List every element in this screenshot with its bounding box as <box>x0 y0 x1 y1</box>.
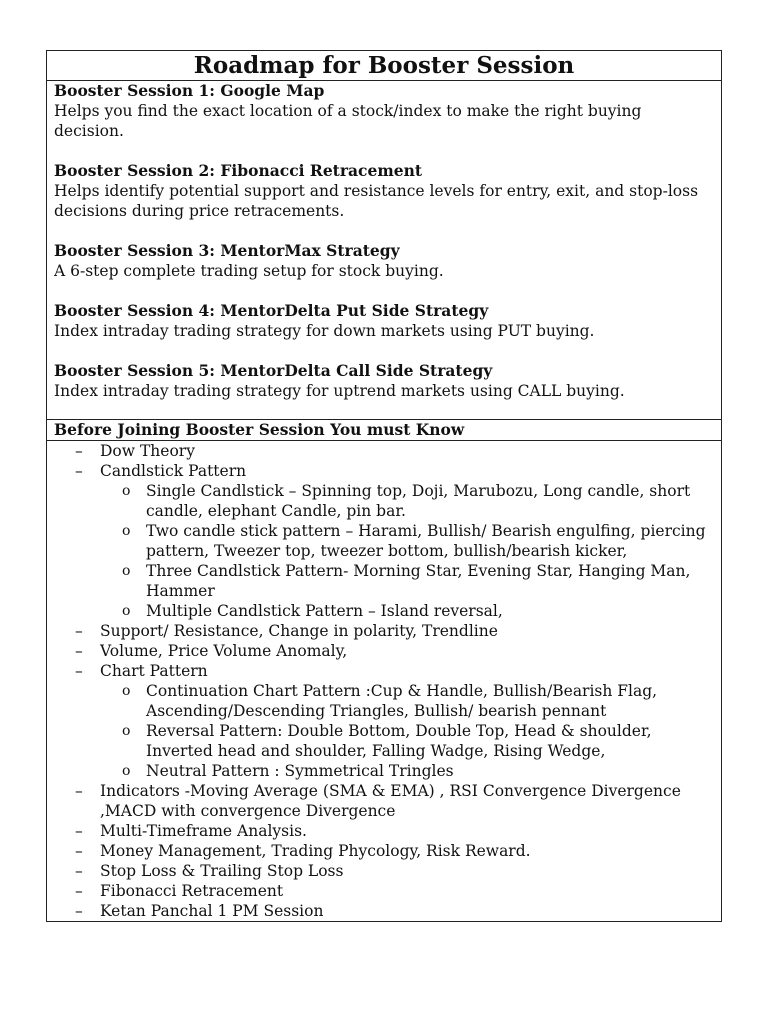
dash-bullet: – <box>75 662 83 680</box>
dash-bullet: – <box>75 902 83 920</box>
session-title: Booster Session 4: MentorDelta Put Side Strategy <box>54 301 489 320</box>
session-description: Index intraday trading strategy for down markets using PUT buying. <box>54 322 595 340</box>
session-description: A 6-step complete trading setup for stock buying. <box>54 262 444 280</box>
roadmap-table <box>46 50 722 922</box>
topic-label: Fibonacci Retracement <box>100 882 284 900</box>
topic-item <box>47 641 721 661</box>
session-description: Helps identify potential support and resistance levels for entry, exit, and stop-loss decisions during price retracements. <box>54 182 699 220</box>
circle-bullet: o <box>122 683 131 699</box>
subtopic-item <box>100 561 713 601</box>
page-title: Roadmap for Booster Session <box>193 52 575 79</box>
topic-label: Dow Theory <box>100 442 195 460</box>
topic-label: Money Management, Trading Phycology, Risk Reward. <box>100 842 531 860</box>
circle-bullet: o <box>122 603 131 619</box>
circle-bullet: o <box>122 483 131 499</box>
subtopic-item <box>100 601 713 621</box>
topic-item <box>47 441 721 461</box>
topic-label: Indicators -Moving Average (SMA & EMA) , RSI Convergence Divergence ,MACD with convergence Divergence <box>100 782 681 820</box>
circle-bullet: o <box>122 763 131 779</box>
circle-bullet: o <box>122 563 131 579</box>
subtopic-item <box>100 481 713 521</box>
must-know-heading: Before Joining Booster Session You must Know <box>47 419 721 440</box>
dash-bullet: – <box>75 622 83 640</box>
session-item <box>54 161 715 221</box>
subtopic-label: Neutral Pattern : Symmetrical Tringles <box>146 762 454 780</box>
topic-item <box>47 841 721 861</box>
dash-bullet: – <box>75 842 83 860</box>
topic-item <box>47 881 721 901</box>
dash-bullet: – <box>75 862 83 880</box>
session-title: Booster Session 3: MentorMax Strategy <box>54 241 400 260</box>
dash-bullet: – <box>75 462 83 480</box>
subtopic-label: Three Candlstick Pattern- Morning Star, Evening Star, Hanging Man, Hammer <box>146 562 691 600</box>
session-item <box>54 361 715 401</box>
session-item <box>54 241 715 281</box>
subtopic-list <box>100 481 713 621</box>
session-item <box>54 301 715 341</box>
circle-bullet: o <box>122 523 131 539</box>
topic-label: Stop Loss & Trailing Stop Loss <box>100 862 344 880</box>
session-title: Booster Session 2: Fibonacci Retracement <box>54 161 423 180</box>
subtopic-label: Reversal Pattern: Double Bottom, Double Top, Head & shoulder, Inverted head and shoulder, Falling Wadge, Rising Wedge, <box>146 722 652 760</box>
session-item <box>54 81 715 141</box>
topic-item <box>47 621 721 641</box>
topic-label: Candlstick Pattern <box>100 462 247 480</box>
session-description: Helps you find the exact location of a stock/index to make the right buying decision. <box>54 102 642 140</box>
subtopic-label: Multiple Candlstick Pattern – Island reversal, <box>146 602 503 620</box>
topic-label: Support/ Resistance, Change in polarity, Trendline <box>100 622 498 640</box>
must-know-section <box>47 440 721 921</box>
subtopic-item <box>100 681 713 721</box>
topic-label: Volume, Price Volume Anomaly, <box>100 642 348 660</box>
dash-bullet: – <box>75 882 83 900</box>
topic-label: Multi-Timeframe Analysis. <box>100 822 307 840</box>
subtopic-label: Two candle stick pattern – Harami, Bullish/ Bearish engulfing, piercing pattern, Tweezer top, tweezer bottom, bullish/bearish kicker, <box>146 522 706 560</box>
topic-item <box>47 781 721 821</box>
subtopic-list <box>100 681 713 781</box>
topic-item <box>47 661 721 781</box>
subtopic-item <box>100 521 713 561</box>
topic-item <box>47 461 721 621</box>
subtopic-item <box>100 761 713 781</box>
topic-item <box>47 901 721 921</box>
dash-bullet: – <box>75 642 83 660</box>
topic-item <box>47 821 721 841</box>
dash-bullet: – <box>75 442 83 460</box>
subtopic-label: Single Candlstick – Spinning top, Doji, Marubozu, Long candle, short candle, elephant Candle, pin bar. <box>146 482 691 520</box>
sessions-section <box>47 80 721 419</box>
topic-list <box>47 441 721 921</box>
session-description: Index intraday trading strategy for uptrend markets using CALL buying. <box>54 382 625 400</box>
subtopic-label: Continuation Chart Pattern :Cup & Handle, Bullish/Bearish Flag, Ascending/Descending Triangles, Bullish/ bearish pennant <box>146 682 658 720</box>
circle-bullet: o <box>122 723 131 739</box>
topic-label: Ketan Panchal 1 PM Session <box>100 902 324 920</box>
dash-bullet: – <box>75 822 83 840</box>
session-title: Booster Session 1: Google Map <box>54 81 325 100</box>
dash-bullet: – <box>75 782 83 800</box>
subtopic-item <box>100 721 713 761</box>
session-title: Booster Session 5: MentorDelta Call Side Strategy <box>54 361 493 380</box>
topic-label: Chart Pattern <box>100 662 208 680</box>
topic-item <box>47 861 721 881</box>
